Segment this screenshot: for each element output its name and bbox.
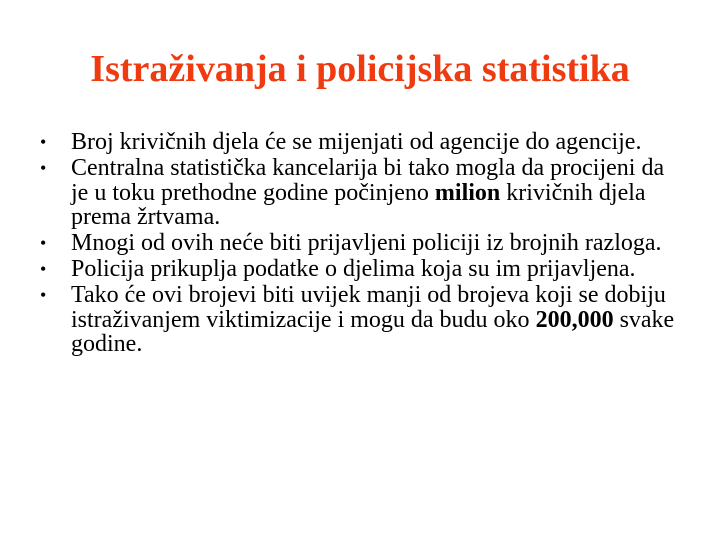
- bullet-text: Policija prikuplja podatke o djelima koja su im prijavljena.: [71, 256, 636, 282]
- bullet-text: Broj krivičnih djela će se mijenjati od agencije do agencije.: [71, 129, 642, 155]
- bullet-text-start: Centralna statistička kancelarija bi tako mogla da procijeni da je u toku prethodne godine počinjeno: [71, 155, 665, 206]
- bullet-emphasis: 200,000: [535, 306, 614, 333]
- bullet-item: [40, 257, 680, 282]
- bullet-emphasis: milion: [434, 179, 501, 206]
- bullet-item: [40, 283, 680, 357]
- slide-title: Istraživanja i policijska statistika: [90, 48, 630, 90]
- bullet-text-end: svake godine.: [71, 306, 675, 357]
- bullet-item: [40, 130, 680, 155]
- bullet-list: [40, 130, 680, 358]
- bullet-dot-icon: •: [40, 259, 47, 279]
- bullet-item: [40, 231, 680, 256]
- bullet-dot-icon: •: [40, 233, 47, 253]
- bullet-text-start: Tako će ovi brojevi biti uvijek manji od brojeva koji se dobiju istraživanjem viktimizacije i mogu da budu oko: [71, 282, 666, 333]
- bullet-dot-icon: •: [40, 158, 47, 178]
- bullet-text-end: krivičnih djela prema žrtvama.: [71, 179, 646, 230]
- bullet-dot-icon: •: [40, 132, 47, 152]
- bullet-item: [40, 156, 680, 230]
- bullet-dot-icon: •: [40, 285, 47, 305]
- bullet-text: Mnogi od ovih neće biti prijavljeni policiji iz brojnih razloga.: [71, 230, 662, 256]
